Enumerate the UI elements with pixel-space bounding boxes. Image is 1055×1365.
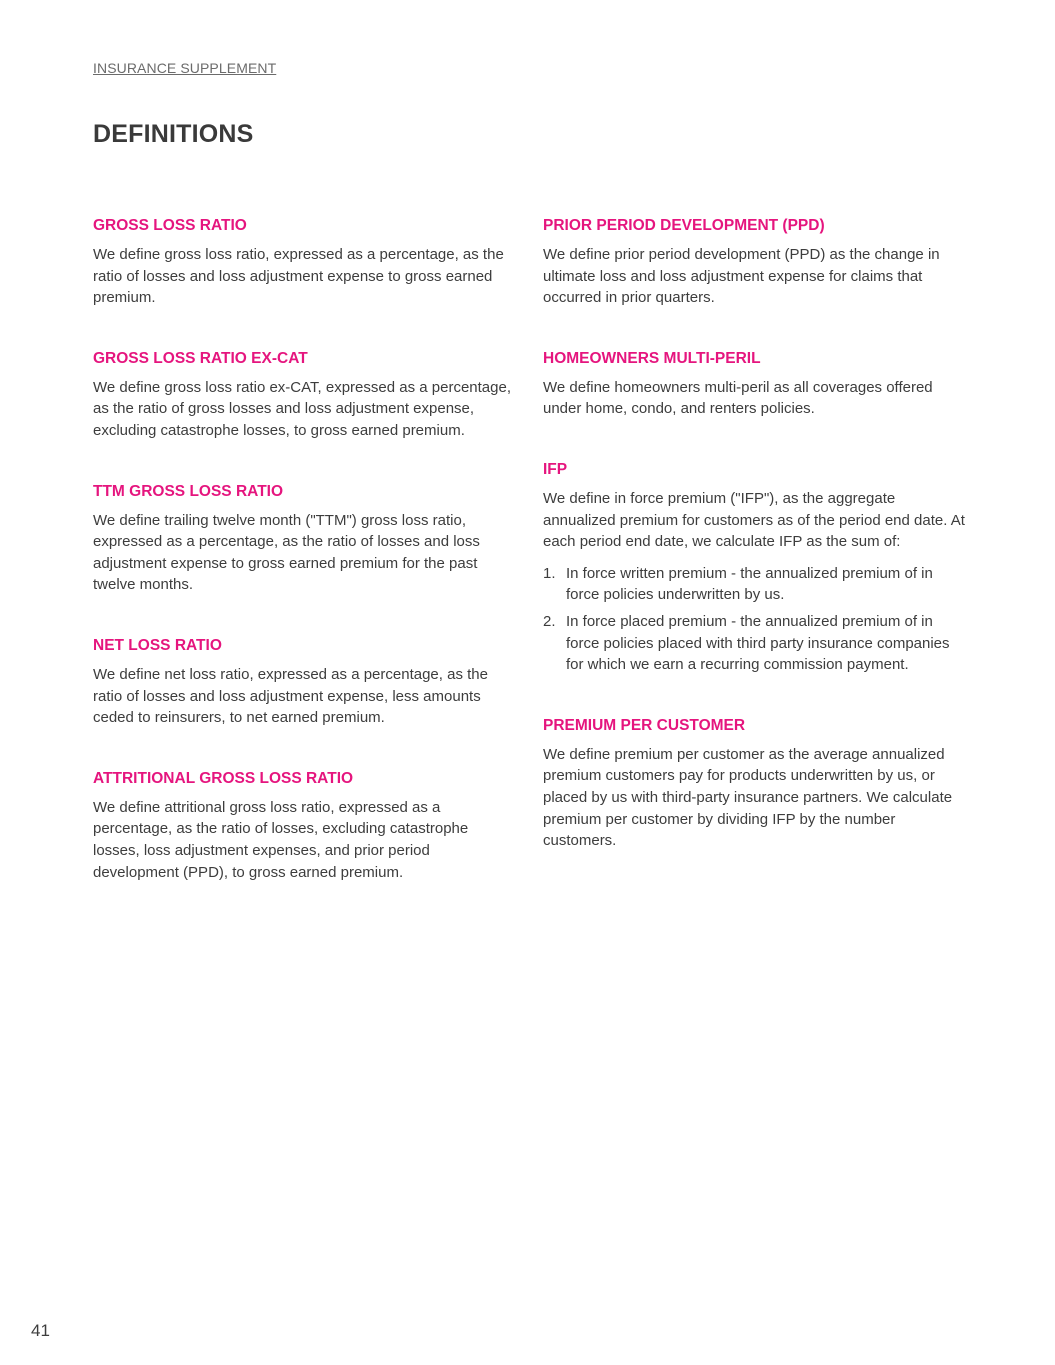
definition-ifp (543, 460, 968, 676)
right-definitions-column (543, 216, 968, 892)
definition-premium-per-customer (543, 716, 968, 852)
definition-heading: GROSS LOSS RATIO (93, 217, 247, 234)
definition-heading: PREMIUM PER CUSTOMER (543, 716, 746, 734)
definition-net-loss-ratio (93, 636, 513, 729)
definition-text: We define gross loss ratio, expressed as a percentage, as the ratio of losses and loss adjustment expense to gross earned premium. (93, 246, 504, 307)
list-item (543, 563, 968, 606)
definition-homeowners-multi-peril (543, 349, 968, 420)
definition-gross-loss-ratio-ex-cat (93, 349, 513, 442)
definition-text: We define gross loss ratio ex-CAT, expressed as a percentage, as the ratio of gross losses and loss adjustment expense, excluding catastrophe losses, to gross earned premium. (93, 378, 511, 439)
list-item-number: 1. (543, 564, 556, 582)
definition-prior-period-development (543, 216, 968, 309)
page-number: 41 (31, 1321, 50, 1340)
definition-text: We define attritional gross loss ratio, expressed as a percentage, as the ratio of losses, excluding catastrophe losses, loss adjustment expenses, and prior period development (PPD), to gross earned premium. (93, 798, 469, 881)
definition-text: We define trailing twelve month ("TTM") gross loss ratio, expressed as a percentage, as the ratio of losses and loss adjustment expense to gross earned premium for the past twelve months. (93, 511, 480, 594)
definition-text: We define prior period development (PPD) as the change in ultimate loss and loss adjustment expense for claims that occurred in prior quarters. (543, 246, 940, 307)
definition-gross-loss-ratio (93, 216, 513, 309)
definition-text: We define net loss ratio, expressed as a percentage, as the ratio of losses and loss adjustment expense, less amounts ceded to reinsurers, to net earned premium. (93, 665, 488, 727)
definition-heading: ATTRITIONAL GROSS LOSS RATIO (93, 769, 354, 787)
list-item-number: 2. (543, 612, 556, 630)
definition-heading: GROSS LOSS RATIO EX-CAT (93, 349, 308, 367)
list-item (543, 611, 968, 676)
definition-heading: TTM GROSS LOSS RATIO (93, 482, 284, 500)
ifp-components-list (543, 563, 968, 676)
definition-text: We define homeowners multi-peril as all coverages offered under home, condo, and renters policies. (543, 378, 933, 418)
list-item-text: In force written premium - the annualized premium of in force policies underwritten by us. (566, 564, 933, 604)
page-title: DEFINITIONS (93, 120, 254, 148)
definition-heading: NET LOSS RATIO (93, 636, 222, 654)
definition-attritional-gross-loss-ratio (93, 769, 513, 883)
definition-ttm-gross-loss-ratio (93, 482, 513, 596)
list-item-text: In force placed premium - the annualized premium of in force policies placed with third party insurance companies for which we earn a recurring commission payment. (566, 612, 950, 674)
insurance-supplement-link[interactable]: INSURANCE SUPPLEMENT (93, 60, 277, 76)
left-definitions-column (93, 216, 513, 923)
definition-text: We define in force premium ("IFP"), as the aggregate annualized premium for customers as of the period end date. At each period end date, we calculate IFP as the sum of: (543, 489, 965, 551)
definition-text: We define premium per customer as the average annualized premium customers pay for products underwritten by us, or placed by us with third-party insurance partners. We calculate premium per customer by dividing IFP by the number customers. (543, 745, 953, 850)
definition-heading: PRIOR PERIOD DEVELOPMENT (PPD) (543, 217, 825, 234)
definition-heading: IFP (543, 460, 568, 478)
definition-heading: HOMEOWNERS MULTI-PERIL (543, 349, 761, 367)
